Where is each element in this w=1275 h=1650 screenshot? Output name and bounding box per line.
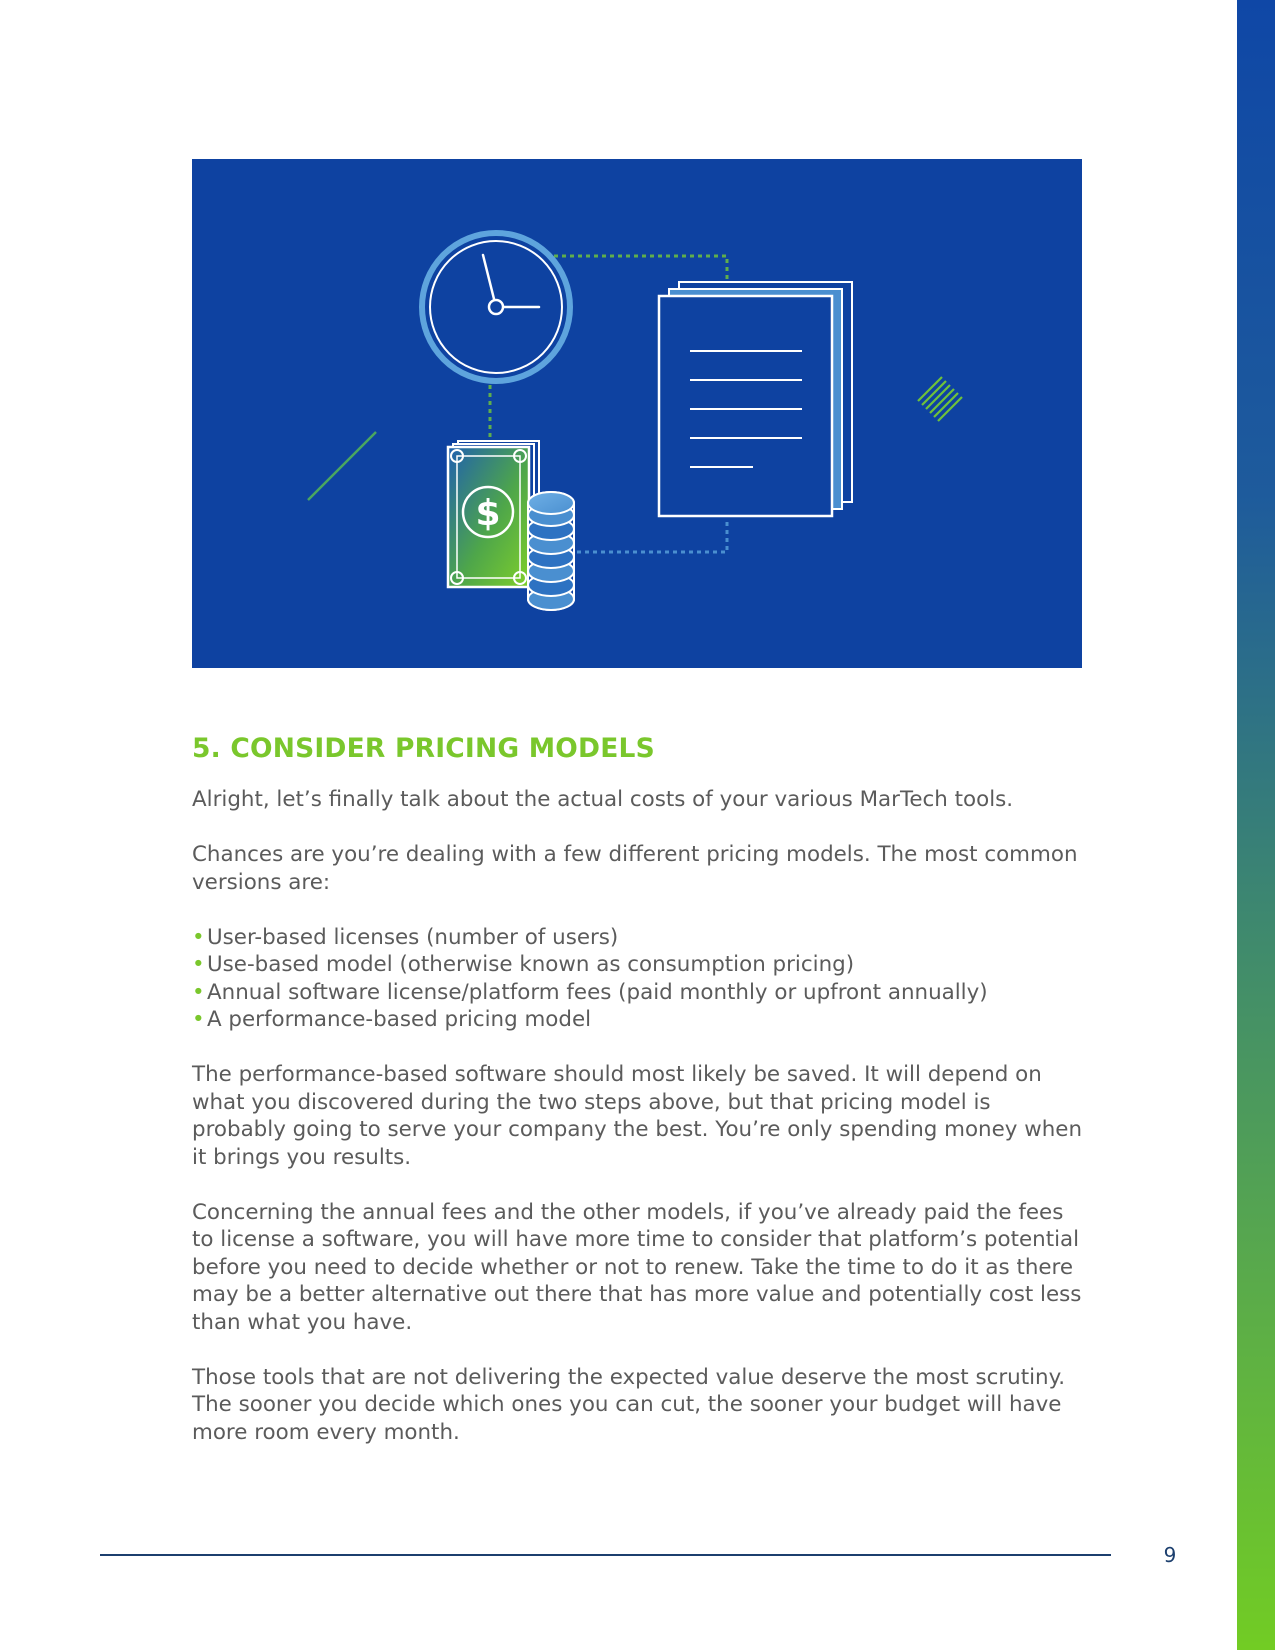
list-item-text: User-based licenses (number of users) [207,924,619,950]
scrutiny-paragraph: Those tools that are not delivering the expected value deserve the most scrutiny. The sooner you decide which ones you can cut, the sooner your budget will have more room every month. [192,1364,1066,1445]
bullet-dot: • [192,1007,205,1032]
annual-fees-paragraph: Concerning the annual fees and the other models, if you’ve already paid the fees to license a software, you will have more time to consider that platform’s potential before you need to decide whether or not to renew. Take the time to do it as there may be a better alternative out there that has more value and potentially cost less than what you have. [192,1199,1082,1335]
intro-paragraph: Alright, let’s finally talk about the actual costs of your various MarTech tools. [192,787,1014,812]
list-item [192,1006,1082,1034]
coin-stack-icon [528,492,574,610]
documents-icon [659,282,852,516]
page-number: 9 [1163,1543,1177,1567]
bill-dollar-symbol: $ [475,493,501,534]
section-heading: 5. CONSIDER PRICING MODELS [192,733,655,764]
bullet-dot: • [192,979,205,1005]
hatch-decoration [918,377,962,421]
footer-divider [100,1554,1111,1556]
hero-illustration [192,159,1082,668]
list-item [192,924,1082,952]
accent-line [308,432,376,500]
cash-bill-icon [448,441,539,587]
bullet-dot: • [192,952,205,977]
list-item [192,951,1082,979]
list-item-text: Annual software license/platform fees (paid monthly or upfront annually) [207,979,988,1005]
performance-paragraph: The performance-based software should most likely be saved. It will depend on what you discovered during the two steps above, but that pricing model is probably going to serve your company the best. You’re only spending money when it brings you results. [192,1062,1083,1170]
side-gradient-bar [1237,0,1275,1650]
list-item-text: Use-based model (otherwise known as consumption pricing) [207,952,855,977]
clock-icon [422,233,570,381]
list-item [192,979,1082,1007]
lead-paragraph: Chances are you’re dealing with a few different pricing models. The most common versions are: [192,842,1078,895]
section-content [192,732,1082,1474]
pricing-model-list [192,924,1082,1034]
bullet-dot: • [192,924,205,950]
list-item-text: A performance-based pricing model [207,1007,592,1032]
